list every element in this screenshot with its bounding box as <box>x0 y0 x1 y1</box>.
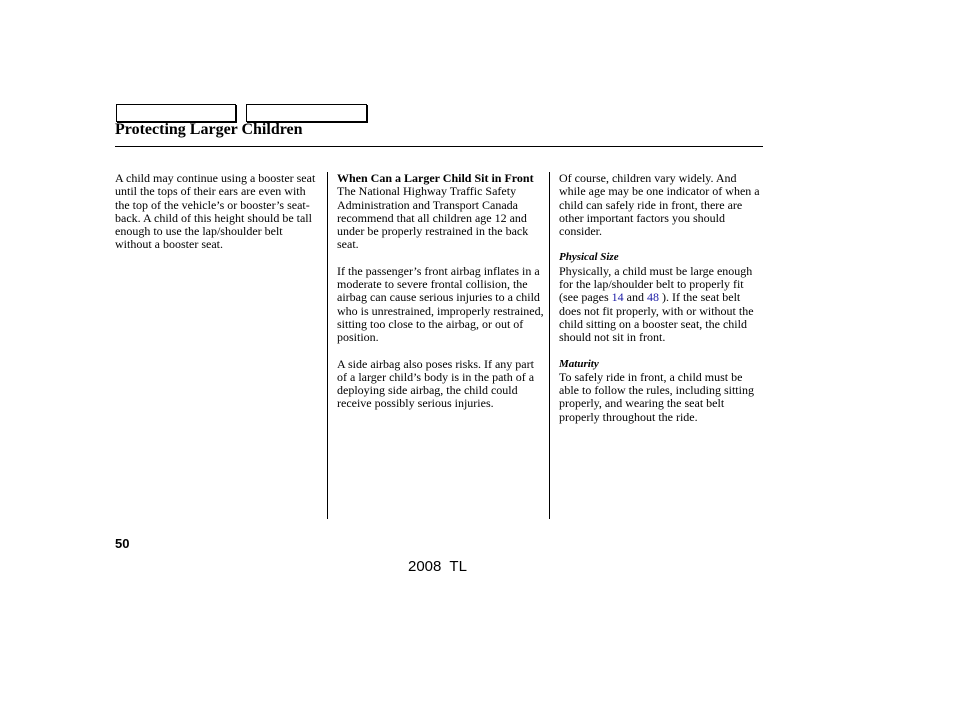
physical-size-text-b: ). If the seat belt does not fit properly, with or without the child sitting on a booster seat, the child should not sit in front. <box>559 290 754 345</box>
column-divider-2 <box>549 172 550 519</box>
front-seat-heading: When Can a Larger Child Sit in Front <box>337 171 534 185</box>
maturity-heading: Maturity <box>559 357 599 370</box>
physical-size-heading: Physical Size <box>559 251 619 264</box>
maturity-text: To safely ride in front, a child must be able to follow the rules, including sitting properly, and wearing the seat belt properly throughout the ride. <box>559 369 754 424</box>
page-link-14[interactable]: 14 <box>611 290 624 305</box>
physical-size-text-a: Physically, a child must be large enough for the lap/shoulder belt to properly fit (see pages <box>559 263 753 305</box>
considerations-paragraph: Of course, children vary widely. And while age may be one indicator of when a child can safely ride in front, there are other important factors you should consider. <box>559 171 760 239</box>
title-divider <box>115 146 763 147</box>
section-front-seat <box>337 172 544 252</box>
page-title: Protecting Larger Children <box>115 121 303 138</box>
column-right <box>559 172 764 437</box>
column-left <box>115 172 321 265</box>
intro-paragraph: A child may continue using a booster seat until the tops of their ears are even with the top of the vehicle’s or booster’s seat-back. A child of this height should be tall enough to use the lap/shoulder belt without a booster seat. <box>115 171 316 252</box>
column-divider-1 <box>327 172 328 519</box>
front-seat-paragraph-2: If the passenger’s front airbag inflates in a moderate to severe frontal collision, the airbag can cause serious injuries to a child who is unrestrained, improperly restrained, sitting too close to the airbag, or out of position. <box>337 263 544 345</box>
footer-model-label: 2008 TL <box>408 558 467 575</box>
section-physical-size <box>559 251 764 344</box>
front-seat-paragraph-3: A side airbag also poses risks. If any part of a larger child’s body is in the path of a deploying side airbag, the child could receive possibly serious injuries. <box>337 356 535 411</box>
page-link-48[interactable]: 48 <box>646 290 659 305</box>
front-seat-paragraph-1: The National Highway Traffic Safety Administration and Transport Canada recommend that all children age 12 and under be properly restrained in the back seat. <box>337 184 529 252</box>
page-number: 50 <box>115 536 130 551</box>
nav-button-next[interactable] <box>246 104 367 122</box>
section-maturity <box>559 358 764 424</box>
nav-button-previous[interactable] <box>116 104 236 122</box>
column-middle <box>337 172 544 424</box>
physical-size-and: and <box>623 290 647 305</box>
